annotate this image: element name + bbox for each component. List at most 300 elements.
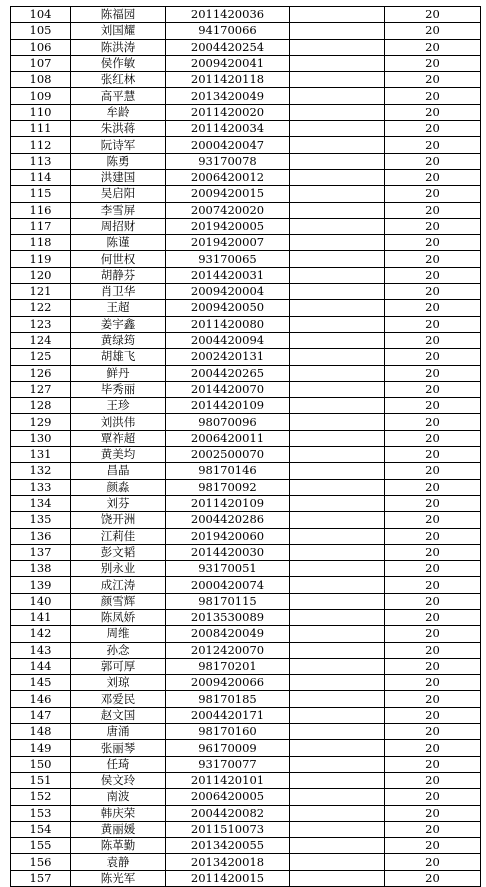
name-cell: 李雪屏: [71, 202, 166, 218]
table-row: [11, 430, 481, 446]
id-number-cell: 98170185: [166, 691, 290, 707]
id-number-cell: 2011420020: [166, 104, 290, 120]
row-number-cell: 124: [11, 332, 71, 348]
id-number-cell: 2011420101: [166, 772, 290, 788]
row-number-cell: 143: [11, 642, 71, 658]
score-cell: 20: [385, 463, 481, 479]
row-number-cell: 147: [11, 707, 71, 723]
score-cell: 20: [385, 104, 481, 120]
empty-cell: [290, 658, 385, 674]
table-row: [11, 137, 481, 153]
score-cell: 20: [385, 218, 481, 234]
empty-cell: [290, 332, 385, 348]
table-row: [11, 39, 481, 55]
score-cell: 20: [385, 332, 481, 348]
table-row: [11, 789, 481, 805]
row-number-cell: 107: [11, 55, 71, 71]
row-number-cell: 106: [11, 39, 71, 55]
row-number-cell: 135: [11, 512, 71, 528]
empty-cell: [290, 398, 385, 414]
row-number-cell: 116: [11, 202, 71, 218]
empty-cell: [290, 137, 385, 153]
score-cell: 20: [385, 756, 481, 772]
roster-table-body: [11, 7, 481, 887]
id-number-cell: 2006420005: [166, 789, 290, 805]
empty-cell: [290, 626, 385, 642]
empty-cell: [290, 789, 385, 805]
id-number-cell: 98170146: [166, 463, 290, 479]
empty-cell: [290, 251, 385, 267]
name-cell: 赵文国: [71, 707, 166, 723]
id-number-cell: 2008420049: [166, 626, 290, 642]
score-cell: 20: [385, 528, 481, 544]
score-cell: 20: [385, 447, 481, 463]
table-row: [11, 495, 481, 511]
table-row: [11, 512, 481, 528]
empty-cell: [290, 609, 385, 625]
table-row: [11, 55, 481, 71]
row-number-cell: 119: [11, 251, 71, 267]
table-row: [11, 300, 481, 316]
score-cell: 20: [385, 772, 481, 788]
name-cell: 吴启阳: [71, 186, 166, 202]
row-number-cell: 125: [11, 349, 71, 365]
empty-cell: [290, 724, 385, 740]
empty-cell: [290, 430, 385, 446]
id-number-cell: 2009420066: [166, 675, 290, 691]
id-number-cell: 93170051: [166, 561, 290, 577]
row-number-cell: 115: [11, 186, 71, 202]
table-row: [11, 805, 481, 821]
row-number-cell: 122: [11, 300, 71, 316]
table-row: [11, 169, 481, 185]
score-cell: 20: [385, 740, 481, 756]
id-number-cell: 2011420036: [166, 7, 290, 23]
name-cell: 孙念: [71, 642, 166, 658]
row-number-cell: 144: [11, 658, 71, 674]
empty-cell: [290, 479, 385, 495]
row-number-cell: 117: [11, 218, 71, 234]
table-row: [11, 218, 481, 234]
table-row: [11, 642, 481, 658]
name-cell: 成江涛: [71, 577, 166, 593]
id-number-cell: 2011420118: [166, 72, 290, 88]
table-row: [11, 772, 481, 788]
empty-cell: [290, 153, 385, 169]
score-cell: 20: [385, 88, 481, 104]
id-number-cell: 2007420020: [166, 202, 290, 218]
empty-cell: [290, 707, 385, 723]
table-row: [11, 332, 481, 348]
score-cell: 20: [385, 821, 481, 837]
name-cell: 何世权: [71, 251, 166, 267]
name-cell: 陈福园: [71, 7, 166, 23]
score-cell: 20: [385, 121, 481, 137]
name-cell: 黄绿筠: [71, 332, 166, 348]
table-row: [11, 561, 481, 577]
row-number-cell: 155: [11, 838, 71, 854]
empty-cell: [290, 854, 385, 870]
empty-cell: [290, 691, 385, 707]
name-cell: 刘琼: [71, 675, 166, 691]
row-number-cell: 129: [11, 414, 71, 430]
table-row: [11, 316, 481, 332]
table-row: [11, 365, 481, 381]
row-number-cell: 137: [11, 544, 71, 560]
row-number-cell: 123: [11, 316, 71, 332]
table-row: [11, 479, 481, 495]
score-cell: 20: [385, 430, 481, 446]
name-cell: 刘芬: [71, 495, 166, 511]
table-row: [11, 463, 481, 479]
score-cell: 20: [385, 300, 481, 316]
score-cell: 20: [385, 479, 481, 495]
score-cell: 20: [385, 284, 481, 300]
row-number-cell: 128: [11, 398, 71, 414]
table-row: [11, 593, 481, 609]
score-cell: 20: [385, 805, 481, 821]
row-number-cell: 134: [11, 495, 71, 511]
row-number-cell: 130: [11, 430, 71, 446]
row-number-cell: 151: [11, 772, 71, 788]
id-number-cell: 2019420060: [166, 528, 290, 544]
table-row: [11, 609, 481, 625]
empty-cell: [290, 23, 385, 39]
score-cell: 20: [385, 495, 481, 511]
id-number-cell: 94170066: [166, 23, 290, 39]
name-cell: 张红林: [71, 72, 166, 88]
score-cell: 20: [385, 577, 481, 593]
row-number-cell: 108: [11, 72, 71, 88]
name-cell: 周维: [71, 626, 166, 642]
id-number-cell: 2000420047: [166, 137, 290, 153]
name-cell: 昌晶: [71, 463, 166, 479]
id-number-cell: 2013420049: [166, 88, 290, 104]
name-cell: 张丽琴: [71, 740, 166, 756]
score-cell: 20: [385, 691, 481, 707]
id-number-cell: 2011420109: [166, 495, 290, 511]
table-row: [11, 251, 481, 267]
row-number-cell: 141: [11, 609, 71, 625]
id-number-cell: 2019420007: [166, 235, 290, 251]
row-number-cell: 152: [11, 789, 71, 805]
id-number-cell: 98170201: [166, 658, 290, 674]
table-row: [11, 349, 481, 365]
row-number-cell: 149: [11, 740, 71, 756]
id-number-cell: 2013420055: [166, 838, 290, 854]
name-cell: 鲜丹: [71, 365, 166, 381]
score-cell: 20: [385, 381, 481, 397]
empty-cell: [290, 88, 385, 104]
score-cell: 20: [385, 349, 481, 365]
score-cell: 20: [385, 153, 481, 169]
row-number-cell: 131: [11, 447, 71, 463]
table-row: [11, 23, 481, 39]
row-number-cell: 150: [11, 756, 71, 772]
table-row: [11, 186, 481, 202]
score-cell: 20: [385, 251, 481, 267]
empty-cell: [290, 772, 385, 788]
row-number-cell: 154: [11, 821, 71, 837]
row-number-cell: 109: [11, 88, 71, 104]
row-number-cell: 105: [11, 23, 71, 39]
score-cell: 20: [385, 55, 481, 71]
id-number-cell: 96170009: [166, 740, 290, 756]
table-row: [11, 88, 481, 104]
name-cell: 邓爱民: [71, 691, 166, 707]
id-number-cell: 93170078: [166, 153, 290, 169]
id-number-cell: 2002420131: [166, 349, 290, 365]
name-cell: 阮诗军: [71, 137, 166, 153]
id-number-cell: 2014420030: [166, 544, 290, 560]
score-cell: 20: [385, 609, 481, 625]
empty-cell: [290, 805, 385, 821]
name-cell: 胡静芬: [71, 267, 166, 283]
name-cell: 毕秀丽: [71, 381, 166, 397]
empty-cell: [290, 202, 385, 218]
empty-cell: [290, 821, 385, 837]
id-number-cell: 2004420265: [166, 365, 290, 381]
empty-cell: [290, 316, 385, 332]
id-number-cell: 2009420015: [166, 186, 290, 202]
score-cell: 20: [385, 789, 481, 805]
score-cell: 20: [385, 561, 481, 577]
score-cell: 20: [385, 235, 481, 251]
score-cell: 20: [385, 870, 481, 886]
id-number-cell: 2014420031: [166, 267, 290, 283]
id-number-cell: 2004420254: [166, 39, 290, 55]
table-row: [11, 870, 481, 886]
row-number-cell: 142: [11, 626, 71, 642]
empty-cell: [290, 39, 385, 55]
table-row: [11, 104, 481, 120]
row-number-cell: 114: [11, 169, 71, 185]
name-cell: 周招财: [71, 218, 166, 234]
id-number-cell: 2009420050: [166, 300, 290, 316]
score-cell: 20: [385, 642, 481, 658]
id-number-cell: 2014420109: [166, 398, 290, 414]
id-number-cell: 2012420070: [166, 642, 290, 658]
score-cell: 20: [385, 137, 481, 153]
id-number-cell: 98170160: [166, 724, 290, 740]
name-cell: 王珍: [71, 398, 166, 414]
id-number-cell: 2011510073: [166, 821, 290, 837]
name-cell: 陈光军: [71, 870, 166, 886]
id-number-cell: 2009420041: [166, 55, 290, 71]
empty-cell: [290, 381, 385, 397]
name-cell: 刘国耀: [71, 23, 166, 39]
name-cell: 陈洪涛: [71, 39, 166, 55]
id-number-cell: 2006420011: [166, 430, 290, 446]
empty-cell: [290, 642, 385, 658]
empty-cell: [290, 284, 385, 300]
table-row: [11, 838, 481, 854]
table-row: [11, 740, 481, 756]
table-row: [11, 854, 481, 870]
score-cell: 20: [385, 626, 481, 642]
empty-cell: [290, 495, 385, 511]
empty-cell: [290, 675, 385, 691]
empty-cell: [290, 528, 385, 544]
score-cell: 20: [385, 675, 481, 691]
id-number-cell: 2013420018: [166, 854, 290, 870]
name-cell: 姜宇鑫: [71, 316, 166, 332]
score-cell: 20: [385, 169, 481, 185]
id-number-cell: 2019420005: [166, 218, 290, 234]
name-cell: 唐涌: [71, 724, 166, 740]
row-number-cell: 148: [11, 724, 71, 740]
name-cell: 侯文玲: [71, 772, 166, 788]
name-cell: 黄美均: [71, 447, 166, 463]
table-row: [11, 821, 481, 837]
empty-cell: [290, 512, 385, 528]
score-cell: 20: [385, 23, 481, 39]
row-number-cell: 120: [11, 267, 71, 283]
empty-cell: [290, 577, 385, 593]
score-cell: 20: [385, 365, 481, 381]
row-number-cell: 133: [11, 479, 71, 495]
id-number-cell: 2011420034: [166, 121, 290, 137]
table-row: [11, 544, 481, 560]
id-number-cell: 2006420012: [166, 169, 290, 185]
empty-cell: [290, 740, 385, 756]
id-number-cell: 93170065: [166, 251, 290, 267]
name-cell: 王超: [71, 300, 166, 316]
empty-cell: [290, 7, 385, 23]
score-cell: 20: [385, 593, 481, 609]
empty-cell: [290, 218, 385, 234]
row-number-cell: 139: [11, 577, 71, 593]
id-number-cell: 2004420082: [166, 805, 290, 821]
table-row: [11, 577, 481, 593]
empty-cell: [290, 121, 385, 137]
score-cell: 20: [385, 854, 481, 870]
score-cell: 20: [385, 202, 481, 218]
id-number-cell: 98070096: [166, 414, 290, 430]
score-cell: 20: [385, 414, 481, 430]
row-number-cell: 132: [11, 463, 71, 479]
table-row: [11, 756, 481, 772]
id-number-cell: 2014420070: [166, 381, 290, 397]
empty-cell: [290, 463, 385, 479]
row-number-cell: 145: [11, 675, 71, 691]
score-cell: 20: [385, 838, 481, 854]
name-cell: 侯作敏: [71, 55, 166, 71]
score-cell: 20: [385, 707, 481, 723]
id-number-cell: 93170077: [166, 756, 290, 772]
row-number-cell: 104: [11, 7, 71, 23]
table-row: [11, 398, 481, 414]
row-number-cell: 110: [11, 104, 71, 120]
name-cell: 刘洪伟: [71, 414, 166, 430]
score-cell: 20: [385, 544, 481, 560]
id-number-cell: 2009420004: [166, 284, 290, 300]
empty-cell: [290, 300, 385, 316]
table-row: [11, 724, 481, 740]
score-cell: 20: [385, 267, 481, 283]
name-cell: 陈勇: [71, 153, 166, 169]
name-cell: 陈谨: [71, 235, 166, 251]
empty-cell: [290, 593, 385, 609]
name-cell: 别永业: [71, 561, 166, 577]
id-number-cell: 2013530089: [166, 609, 290, 625]
score-cell: 20: [385, 7, 481, 23]
empty-cell: [290, 267, 385, 283]
name-cell: 颜淼: [71, 479, 166, 495]
id-number-cell: 2011420080: [166, 316, 290, 332]
table-row: [11, 267, 481, 283]
table-row: [11, 381, 481, 397]
empty-cell: [290, 55, 385, 71]
id-number-cell: 2002500070: [166, 447, 290, 463]
empty-cell: [290, 349, 385, 365]
row-number-cell: 111: [11, 121, 71, 137]
score-cell: 20: [385, 316, 481, 332]
name-cell: 黄丽媛: [71, 821, 166, 837]
empty-cell: [290, 72, 385, 88]
row-number-cell: 136: [11, 528, 71, 544]
row-number-cell: 112: [11, 137, 71, 153]
name-cell: 郭可厚: [71, 658, 166, 674]
empty-cell: [290, 414, 385, 430]
row-number-cell: 153: [11, 805, 71, 821]
empty-cell: [290, 544, 385, 560]
name-cell: 高平慧: [71, 88, 166, 104]
score-cell: 20: [385, 72, 481, 88]
name-cell: 覃祚超: [71, 430, 166, 446]
name-cell: 彭文韬: [71, 544, 166, 560]
table-row: [11, 7, 481, 23]
id-number-cell: 98170115: [166, 593, 290, 609]
table-row: [11, 626, 481, 642]
table-row: [11, 707, 481, 723]
empty-cell: [290, 104, 385, 120]
roster-table: [10, 6, 481, 887]
score-cell: 20: [385, 398, 481, 414]
row-number-cell: 113: [11, 153, 71, 169]
score-cell: 20: [385, 186, 481, 202]
name-cell: 江莉佳: [71, 528, 166, 544]
name-cell: 肖卫华: [71, 284, 166, 300]
name-cell: 袁静: [71, 854, 166, 870]
row-number-cell: 118: [11, 235, 71, 251]
row-number-cell: 126: [11, 365, 71, 381]
row-number-cell: 121: [11, 284, 71, 300]
table-row: [11, 235, 481, 251]
name-cell: 陈革勤: [71, 838, 166, 854]
score-cell: 20: [385, 512, 481, 528]
row-number-cell: 127: [11, 381, 71, 397]
name-cell: 朱洪蒋: [71, 121, 166, 137]
row-number-cell: 140: [11, 593, 71, 609]
empty-cell: [290, 561, 385, 577]
score-cell: 20: [385, 658, 481, 674]
row-number-cell: 156: [11, 854, 71, 870]
name-cell: 陈凤娇: [71, 609, 166, 625]
empty-cell: [290, 838, 385, 854]
name-cell: 洪建国: [71, 169, 166, 185]
table-row: [11, 72, 481, 88]
empty-cell: [290, 870, 385, 886]
name-cell: 南波: [71, 789, 166, 805]
table-row: [11, 447, 481, 463]
name-cell: 牟龄: [71, 104, 166, 120]
id-number-cell: 98170092: [166, 479, 290, 495]
empty-cell: [290, 235, 385, 251]
id-number-cell: 2004420171: [166, 707, 290, 723]
table-row: [11, 202, 481, 218]
row-number-cell: 138: [11, 561, 71, 577]
